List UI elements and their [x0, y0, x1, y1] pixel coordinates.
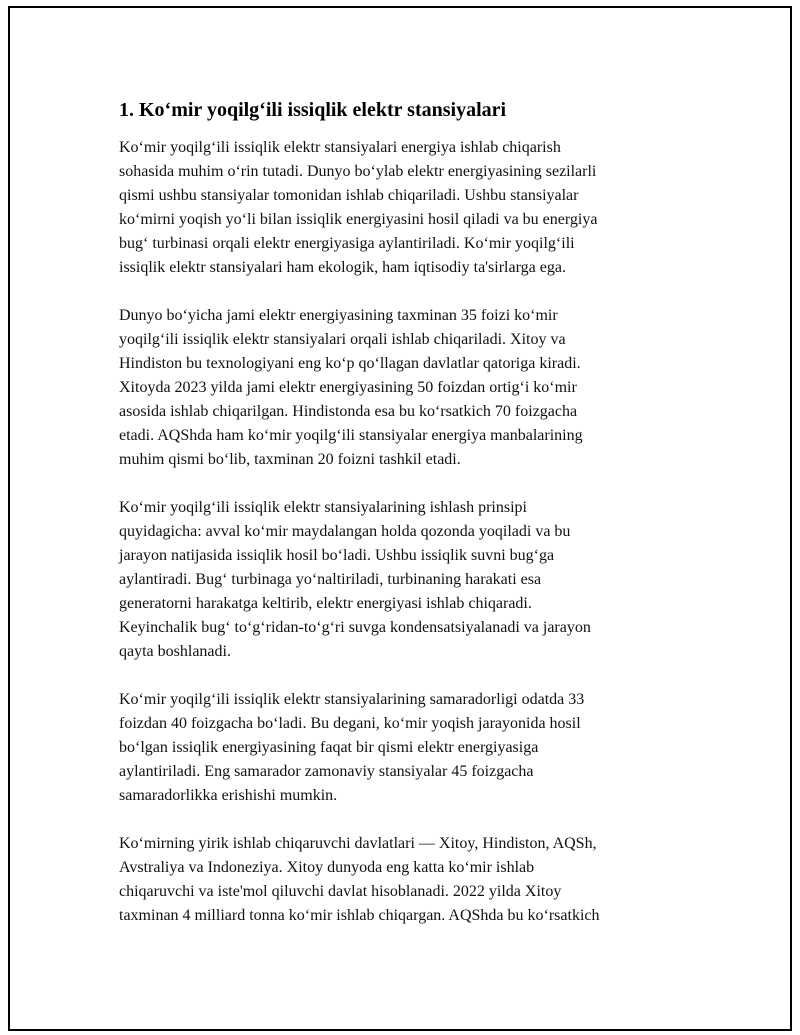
- paragraph-line: samaradorlikka erishishi mumkin.: [119, 787, 338, 804]
- paragraph-line: Avstraliya va Indoneziya. Xitoy dunyoda eng katta koʻmir ishlab: [119, 859, 535, 876]
- paragraph-line: taxminan 4 milliard tonna koʻmir ishlab chiqargan. AQShda bu koʻrsatkich: [119, 907, 600, 924]
- paragraph-line: sohasida muhim oʻrin tutadi. Dunyo boʻylab elektr energiyasining sezilarli: [119, 163, 597, 180]
- paragraph-line: qayta boshlanadi.: [119, 643, 231, 660]
- paragraph-line: Xitoyda 2023 yilda jami elektr energiyasining 50 foizdan ortigʻi koʻmir: [119, 379, 577, 396]
- paragraph-line: foizdan 40 foizgacha boʻladi. Bu degani, koʻmir yoqish jarayonida hosil: [119, 715, 581, 732]
- paragraph-line: Koʻmirning yirik ishlab chiqaruvchi davlatlari — Xitoy, Hindiston, AQSh,: [119, 835, 597, 852]
- paragraph-line: chiqaruvchi va iste'mol qiluvchi davlat hisoblanadi. 2022 yilda Xitoy: [119, 883, 562, 900]
- paragraph-line: muhim qismi boʻlib, taxminan 20 foizni tashkil etadi.: [119, 451, 461, 468]
- paragraph-container: [119, 136, 689, 928]
- paragraph: [119, 688, 689, 808]
- paragraph-line: yoqilgʻili issiqlik elektr stansiyalari orqali ishlab chiqariladi. Xitoy va: [119, 331, 566, 348]
- paragraph: [119, 304, 689, 472]
- paragraph-line: Koʻmir yoqilgʻili issiqlik elektr stansiyalarining ishlash prinsipi: [119, 499, 527, 516]
- paragraph-line: quyidagicha: avval koʻmir maydalangan holda qozonda yoqiladi va bu: [119, 523, 571, 540]
- paragraph-line: aylantiriladi. Eng samarador zamonaviy stansiyalar 45 foizgacha: [119, 763, 534, 780]
- paragraph-line: koʻmirni yoqish yoʻli bilan issiqlik energiyasini hosil qiladi va bu energiya: [119, 211, 598, 228]
- paragraph-line: Koʻmir yoqilgʻili issiqlik elektr stansiyalari energiya ishlab chiqarish: [119, 139, 561, 156]
- document-page: [8, 6, 792, 1031]
- paragraph: [119, 136, 689, 280]
- paragraph-line: Hindiston bu texnologiyani eng koʻp qoʻllagan davlatlar qatoriga kiradi.: [119, 355, 581, 372]
- paragraph-line: bugʻ turbinasi orqali elektr energiyasiga aylantiriladi. Koʻmir yoqilgʻili: [119, 235, 575, 252]
- paragraph-line: issiqlik elektr stansiyalari ham ekologik, ham iqtisodiy ta'sirlarga ega.: [119, 259, 566, 276]
- paragraph-line: qismi ushbu stansiyalar tomonidan ishlab chiqariladi. Ushbu stansiyalar: [119, 187, 579, 204]
- document-body: [119, 96, 689, 952]
- paragraph-line: asosida ishlab chiqarilgan. Hindistonda esa bu koʻrsatkich 70 foizgacha: [119, 403, 578, 420]
- paragraph-line: etadi. AQShda ham koʻmir yoqilgʻili stansiyalar energiya manbalarining: [119, 427, 583, 444]
- paragraph-line: boʻlgan issiqlik energiyasining faqat bir qismi elektr energiyasiga: [119, 739, 539, 756]
- paragraph: [119, 832, 689, 928]
- paragraph-line: Koʻmir yoqilgʻili issiqlik elektr stansiyalarining samaradorligi odatda 33: [119, 691, 585, 708]
- paragraph-line: aylantiradi. Bugʻ turbinaga yoʻnaltiriladi, turbinaning harakati esa: [119, 571, 542, 588]
- paragraph-line: Keyinchalik bugʻ toʻgʻridan-toʻgʻri suvga kondensatsiyalanadi va jarayon: [119, 619, 591, 636]
- paragraph-line: Dunyo boʻyicha jami elektr energiyasining taxminan 35 foizi koʻmir: [119, 307, 558, 324]
- section-heading: 1. Koʻmir yoqilgʻili issiqlik elektr stansiyalari: [119, 99, 507, 121]
- paragraph-line: generatorni harakatga keltirib, elektr energiyasi ishlab chiqaradi.: [119, 595, 532, 612]
- paragraph-line: jarayon natijasida issiqlik hosil boʻladi. Ushbu issiqlik suvni bugʻga: [119, 547, 555, 564]
- paragraph: [119, 496, 689, 664]
